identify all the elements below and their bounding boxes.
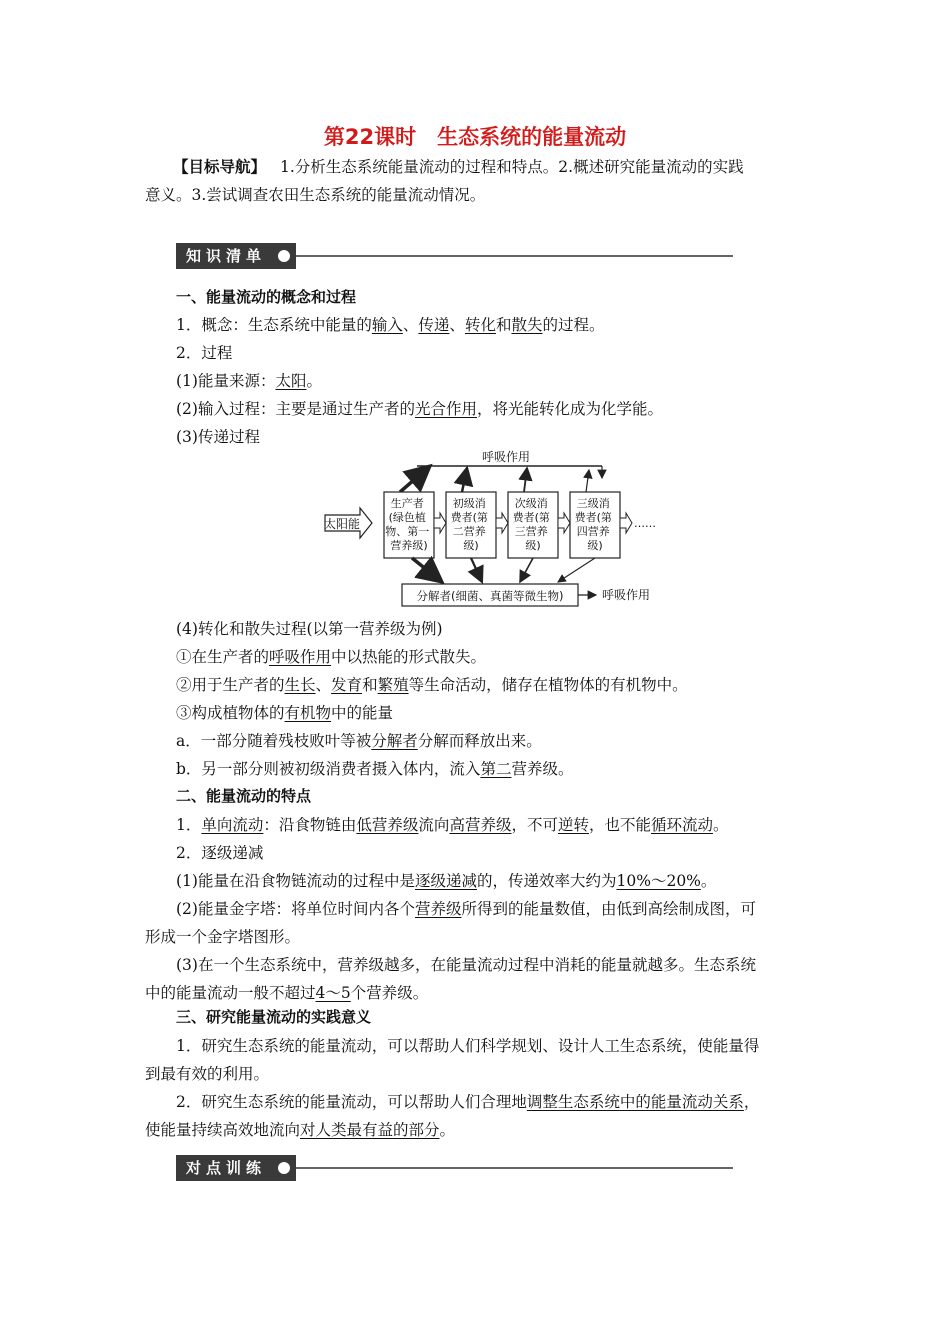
page-title: 第22课时 生态系统的能量流动 (323, 125, 627, 149)
consumer2-label: 次级消 费者(第 三营养 级) (512, 497, 550, 552)
goal-line2: 意义。3.尝试调查农田生态系统的能量流动情况。 (145, 186, 486, 204)
banner-rule (296, 255, 733, 257)
feature-2-2b: 形成一个金字塔图形。 (145, 928, 301, 946)
conv-line: (4)转化和散失过程(以第一营养级为例) (176, 620, 443, 638)
feature-2-3b: 中的能量流动一般不超过4～5个营养级。 (145, 984, 429, 1002)
transfer-line: (3)传递过程 (176, 428, 260, 446)
consumer3-label: 三级消 费者(第 四营养 级) (574, 497, 612, 552)
resp-right-label: 呼吸作用 (602, 588, 651, 602)
feature-2-3a: (3)在一个生态系统中，营养级越多，在能量流动过程中消耗的能量就越多。生态系统 (176, 956, 756, 974)
conv-item-1: ①在生产者的呼吸作用中以热能的形式散失。 (176, 648, 487, 666)
significance-2a: 2．研究生态系统的能量流动，可以帮助人们合理地调整生态系统中的能量流动关系， (176, 1093, 760, 1111)
ellipsis: …… (634, 517, 656, 530)
process-line: 2．过程 (176, 344, 233, 362)
banner-rule (296, 1167, 733, 1169)
consumer1-label: 初级消 费者(第 二营养 级) (450, 497, 488, 552)
conv-item-a: a．一部分随着残枝败叶等被分解者分解而释放出来。 (176, 732, 542, 750)
decomposer-label: 分解者(细菌、真菌等微生物) (416, 589, 564, 603)
banner-practice-label: 对点训练 (176, 1155, 296, 1181)
conv-item-2: ②用于生产者的生长、发育和繁殖等生命活动，储存在植物体的有机物中。 (176, 676, 688, 694)
source-line: (1)能量来源：太阳。 (176, 372, 322, 390)
producer-label: 生产者 (绿色植 物、第一 营养级) (385, 497, 430, 552)
goal-paragraph (145, 153, 805, 209)
banner-dot-icon (278, 1162, 290, 1174)
banner-knowledge-label: 知识清单 (176, 243, 296, 269)
conv-item-3: ③构成植物体的有机物中的能量 (176, 704, 394, 722)
significance-1a: 1．研究生态系统的能量流动，可以帮助人们科学规划、设计人工生态系统，使能量得 (176, 1037, 760, 1055)
significance-1b: 到最有效的利用。 (145, 1065, 270, 1083)
input-line: (2)输入过程：主要是通过生产者的光合作用，将光能转化成为化学能。 (176, 400, 663, 418)
energy-flow-diagram (322, 448, 662, 608)
goal-label: 【目标导航】 (173, 158, 267, 176)
section1-heading: 一、能量流动的概念和过程 (176, 288, 357, 306)
resp-top-label: 呼吸作用 (481, 450, 531, 464)
banner-dot-icon (278, 250, 290, 262)
conv-item-b: b．另一部分则被初级消费者摄入体内，流入第二营养级。 (176, 760, 574, 778)
section2-heading: 二、能量流动的特点 (176, 787, 312, 805)
concept-line: 1．概念：生态系统中能量的输入、传递、转化和散失的过程。 (176, 316, 605, 334)
feature-2: 2．逐级递减 (176, 844, 264, 862)
section3-heading: 三、研究能量流动的实践意义 (176, 1008, 372, 1026)
significance-2b: 使能量持续高效地流向对人类最有益的部分。 (145, 1121, 456, 1139)
goal-line1: 1.分析生态系统能量流动的过程和特点。2.概述研究能量流动的实践 (280, 158, 744, 176)
feature-2-2a: (2)能量金字塔：将单位时间内各个营养级所得到的能量数值，由低到高绘制成图，可 (176, 900, 756, 918)
feature-1: 1．单向流动：沿食物链由低营养级流向高营养级，不可逆转，也不能循环流动。 (176, 816, 729, 834)
feature-2-1: (1)能量在沿食物链流动的过程中是逐级递减的，传递效率大约为10%～20%。 (176, 872, 717, 890)
sun-label: 太阳能 (323, 517, 361, 531)
